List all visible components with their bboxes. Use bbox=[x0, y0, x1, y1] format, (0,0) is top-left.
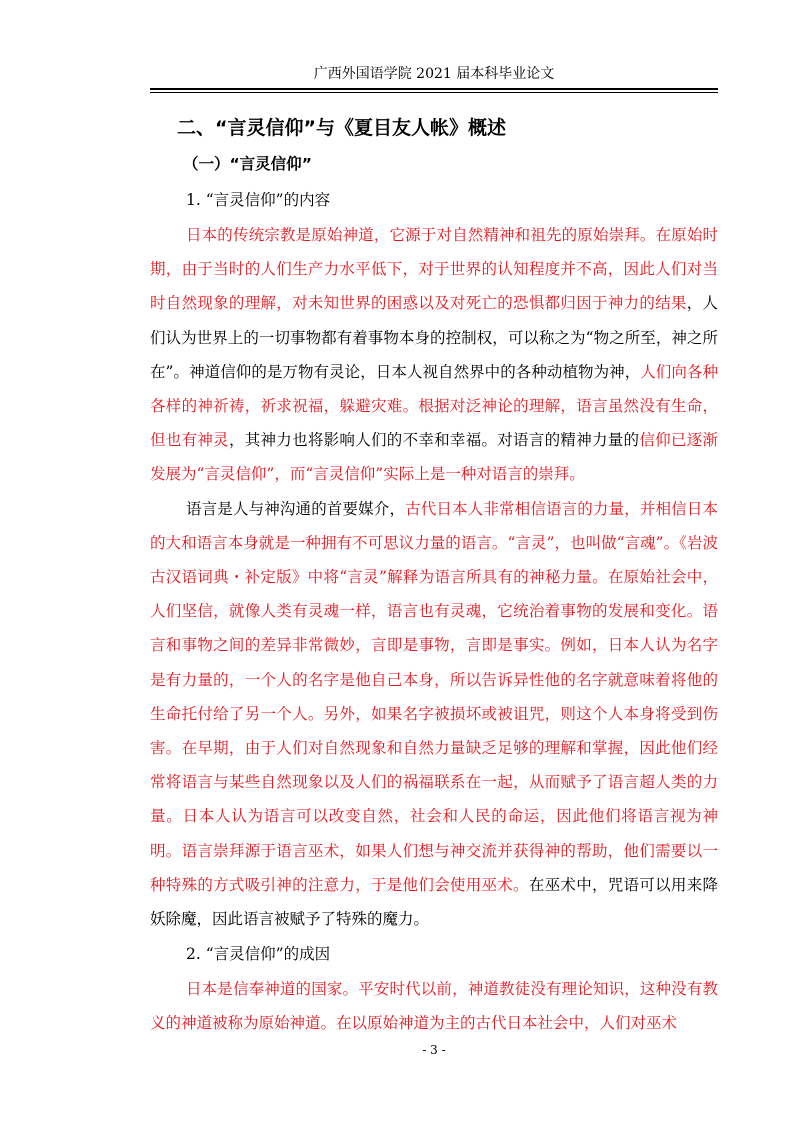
paragraph-1 bbox=[150, 218, 718, 492]
item-heading-content: 1. “言灵信仰”的内容 bbox=[186, 191, 331, 209]
paragraph-3 bbox=[150, 972, 718, 1040]
text-run: 在巫术中，咒语可以用来降妖除魔，因此语言被赋予了特殊的魔力。 bbox=[150, 875, 718, 929]
paragraph-2 bbox=[150, 492, 718, 937]
text-run: 人们向各种各样的神祈祷，祈求祝福，躲避灾难。根据对泛神论的理解，语言虽然没有生命，但也有神灵 bbox=[150, 362, 718, 450]
header-rule-thin bbox=[150, 92, 718, 93]
document-body bbox=[150, 110, 718, 1041]
subsection-heading: （一）“言灵信仰” bbox=[183, 155, 312, 173]
section-heading: 二、“言灵信仰”与《夏目友人帐》概述 bbox=[177, 117, 506, 139]
text-run: 语言是人与神沟通的首要媒介， bbox=[186, 499, 406, 518]
text-run: 古代日本人非常相信语言的力量，并相信日本的大和语言本身就是一种拥有不可思议力量的语言。“言灵”，也叫做“言魂”。《岩波古汉语词典・补定版》中将“言灵”解释为语言所具有的神秘力量。在原始社会中，人们坚信，就像人类有灵魂一样，语言也有灵魂，它统治着事物的发展和变化。语言和事物之间的差异非常微妙，言即是事物，言即是事实。例如，日本人认为名字是有力量的，一个人的名字是他自己本身，所以告诉异性他的名字就意味着将他的生命托付给了另一个人。另外，如果名字被损坏或被诅咒，则这个人本身将受到伤害。在早期，由于人们对自然现象和自然力量缺乏足够的理解和掌握，因此他们经常将语言与某些自然现象以及人们的祸福联系在一起，从而赋予了语言超人类的力量。日本人认为语言可以改变自然，社会和人民的命运，因此他们将语言视为神明。语言崇拜源于语言巫术，如果人们想与神交流并获得神的帮助，他们需要以一种特殊的方式吸引神的注意力，于是他们会使用巫术。 bbox=[150, 499, 718, 894]
text-run: 日本是信奉神道的国家。平安时代以前，神道教徒没有理论知识，这种没有教义的神道被称为原始神道。在以原始神道为主的古代日本社会中，人们对巫术 bbox=[150, 980, 718, 1033]
text-run: 日本的传统宗教是原始神道，它源于对自然精神和祖先的原始崇拜。在原始时期，由于当时的人们生产力水平低下，对于世界的认知程度并不高，因此人们对当时自然现象的理解，对未知世界的困惑以及对死亡的恐惧都归因于神力的结果 bbox=[150, 226, 718, 313]
header-rule-thick bbox=[150, 88, 718, 90]
running-header: 广西外国语学院 2021 届本科毕业论文 bbox=[313, 66, 555, 82]
item-heading-causes: 2. “言灵信仰”的成因 bbox=[186, 945, 331, 964]
text-run: ，人们认为世界上的一切事物都有着事物本身的控制权，可以称之为“物之所至，神之所在”。神道信仰的是万物有灵论，日本人视自然界中的各种动植物为神， bbox=[150, 294, 718, 381]
page-number: - 3 - bbox=[422, 1043, 446, 1057]
text-run: 信仰已逐渐发展为“言灵信仰”，而“言灵信仰”实际上是一种对语言的崇拜。 bbox=[150, 431, 718, 484]
text-run: ，其神力也将影响人们的不幸和幸福。对语言的精神力量的 bbox=[228, 431, 640, 450]
